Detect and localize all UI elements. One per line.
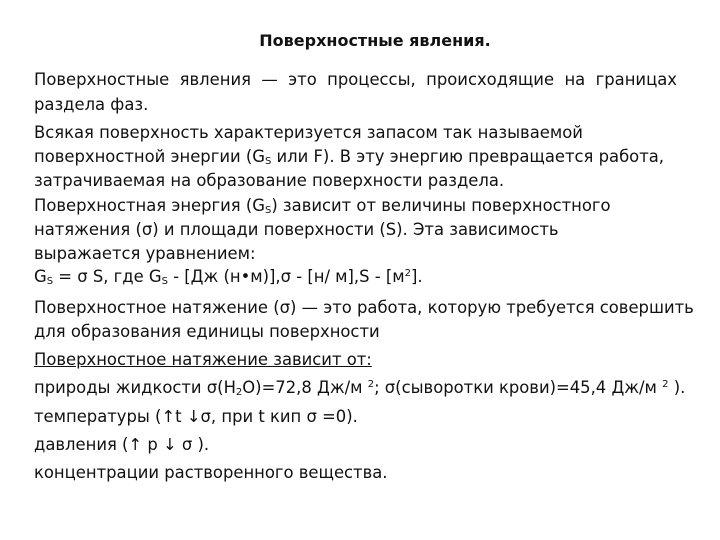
surface-energy-line-3: затрачиваемая на образование поверхности раздела. bbox=[34, 171, 505, 190]
dependence-line-1: Поверхностная энергия $(G_S)$ зависит от величины поверхностного bbox=[34, 196, 611, 216]
factor-temperature: температуры (↑t ↓σ, при t кип σ =0). bbox=[34, 407, 358, 426]
word: — bbox=[261, 70, 278, 89]
word: Поверхностные bbox=[34, 70, 170, 89]
word: процессы, bbox=[327, 70, 416, 89]
word: явления bbox=[179, 70, 251, 89]
word: происходящие bbox=[426, 70, 555, 89]
definition-line-1 bbox=[34, 70, 677, 90]
surface-energy-line-2: поверхностной энергии ($G_S$ или F). В эту энергию превращается работа, bbox=[34, 147, 665, 167]
factor-nature: природы жидкости $\sigma(H_2O)=72,8$ Дж/м $^2$; σ(сыворотки крови)=45,4 Дж/м $^2$ ). bbox=[34, 378, 686, 398]
tension-definition-line-1: Поверхностное натяжение (σ) — это работа, которую требуется совершить bbox=[34, 298, 694, 317]
dependence-line-3: выражается уравнением: bbox=[34, 244, 256, 263]
surface-energy-line-1: Всякая поверхность характеризуется запасом так называемой bbox=[34, 123, 583, 142]
factors-heading: Поверхностное натяжение зависит от: bbox=[34, 350, 372, 369]
factor-concentration: концентрации растворенного вещества. bbox=[34, 463, 388, 482]
word: границах bbox=[595, 70, 677, 89]
dependence-line-2: натяжения (σ) и площади поверхности (S). Эта зависимость bbox=[34, 220, 559, 239]
word: на bbox=[564, 70, 586, 89]
tension-definition-line-2: для образования единицы поверхности bbox=[34, 322, 380, 341]
equation-line: $G_S = \sigma$ S, где $G_S - [Дж$ (н•м)],σ - [н/ $м],S - [м^2]$. bbox=[34, 267, 423, 287]
definition-line-2: раздела фаз. bbox=[34, 95, 149, 114]
word: это bbox=[288, 70, 317, 89]
factor-pressure: давления (↑ р ↓ σ ). bbox=[34, 435, 210, 454]
page-title: Поверхностные явления. bbox=[259, 31, 491, 50]
